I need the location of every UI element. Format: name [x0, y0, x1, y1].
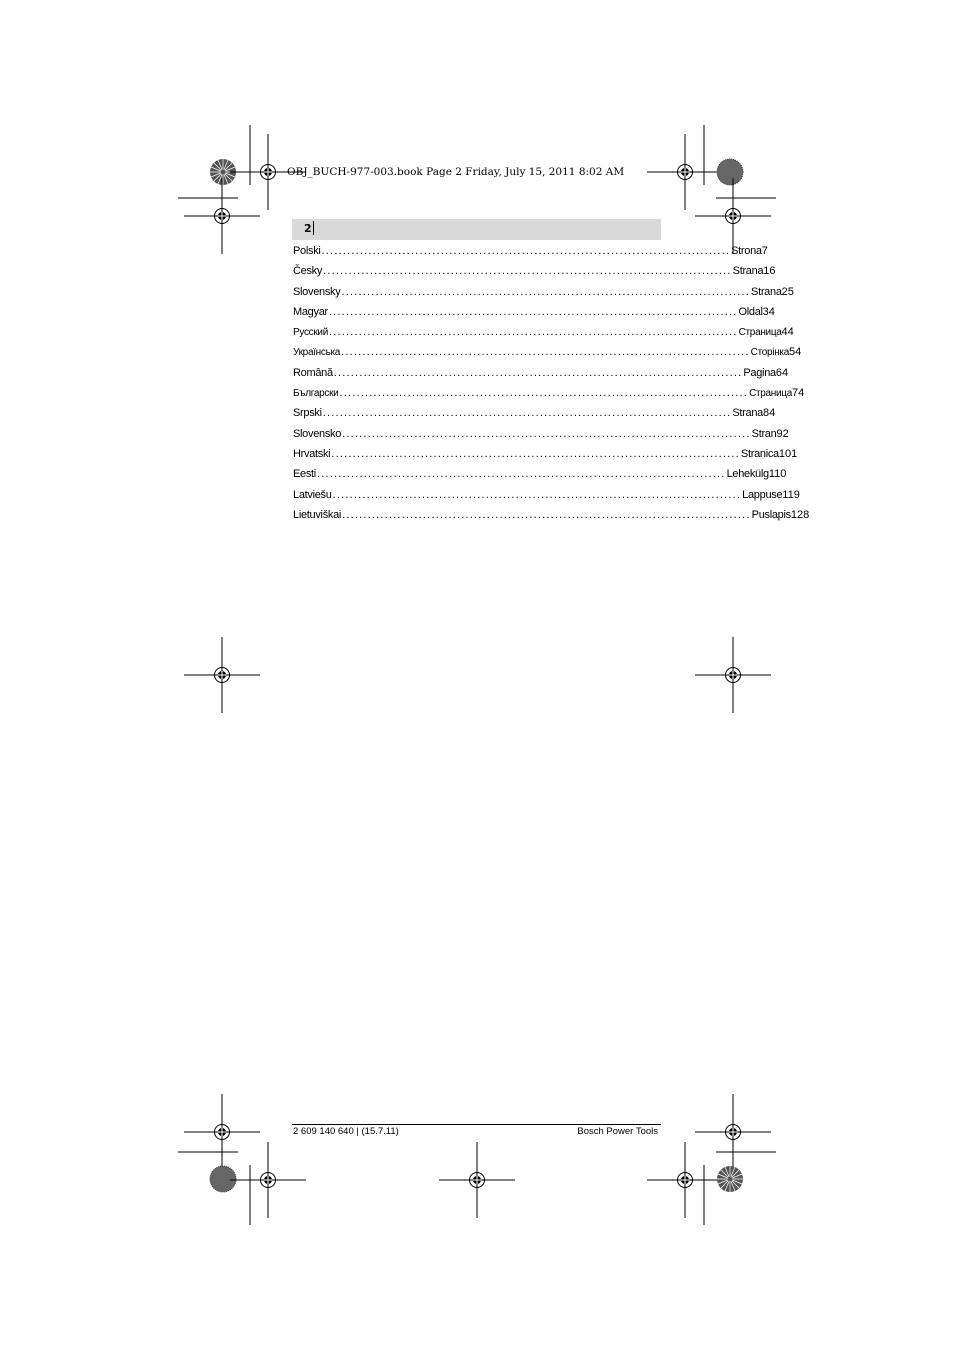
- toc-entry[interactable]: [293, 387, 805, 407]
- footer-brand: Bosch Power Tools: [577, 1126, 658, 1137]
- dotted-disc-icon: [210, 1166, 236, 1192]
- toc-page-label: Strana: [732, 407, 763, 420]
- registration-mark-icon: [695, 178, 771, 254]
- toc-page-label: Stranica: [740, 447, 779, 460]
- dot-leader: ................................................................................................: [341, 285, 751, 298]
- dot-leader: ................................................................................................: [323, 265, 732, 278]
- toc-language: Українська: [293, 347, 341, 359]
- registration-mark-icon: [439, 1142, 515, 1218]
- toc-page-label: Strona: [731, 245, 762, 257]
- toc-entry[interactable]: [293, 346, 802, 366]
- toc-page-number: 34: [762, 305, 775, 318]
- toc-page-number: 16: [763, 265, 776, 278]
- toc-page-number: 44: [781, 326, 794, 339]
- page-number: 2: [304, 222, 312, 235]
- toc-page-label: Puslapis: [751, 508, 791, 521]
- dot-leader: ................................................................................................: [316, 468, 726, 481]
- dot-leader: ................................................................................................: [341, 346, 750, 359]
- toc-page-label: Stran: [751, 427, 777, 440]
- toc-page-number: 92: [776, 427, 789, 440]
- toc-language: Română: [293, 366, 333, 379]
- toc-page-number: 128: [790, 508, 810, 521]
- dot-leader: ................................................................................................: [342, 508, 751, 521]
- toc-entry[interactable]: [293, 366, 789, 387]
- registration-mark-icon: [695, 637, 771, 713]
- toc-page-number: 119: [782, 488, 800, 501]
- toc-entry[interactable]: [293, 508, 810, 529]
- dot-leader: ................................................................................................: [331, 447, 740, 460]
- toc-language: Български: [293, 388, 339, 400]
- toc-language: Eesti: [293, 468, 316, 481]
- toc-entry[interactable]: [293, 265, 776, 285]
- toc-language: Polski: [293, 245, 321, 257]
- dot-leader: ................................................................................................: [339, 387, 749, 400]
- dot-leader: ................................................................................................: [333, 366, 743, 379]
- toc-entry[interactable]: [293, 427, 789, 448]
- toc-entry[interactable]: [293, 285, 794, 306]
- toc-entry[interactable]: [293, 326, 794, 346]
- toc-language: Srpski: [293, 407, 322, 420]
- toc-page-label: Страница: [749, 388, 792, 400]
- toc-page-label: Strana: [732, 265, 764, 278]
- toc-entry[interactable]: [293, 305, 775, 326]
- print-slug: OBJ_BUCH-977-003.book Page 2 Friday, July 15, 2011 8:02 AM: [287, 166, 625, 178]
- footer-document-number: 2 609 140 640 | (15.7.11): [293, 1126, 399, 1137]
- dot-leader: ................................................................................................: [322, 407, 732, 420]
- toc-language: Latviešu: [293, 488, 332, 501]
- toc-entry[interactable]: [293, 447, 798, 468]
- footer-rule: [292, 1124, 661, 1125]
- toc-page-number: 64: [775, 366, 789, 379]
- toc-page-label: Страница: [738, 327, 782, 339]
- toc-language: Lietuviškai: [293, 508, 342, 521]
- toc-entry[interactable]: [293, 245, 768, 265]
- dot-leader: ................................................................................................: [328, 305, 738, 318]
- toc-language: Русский: [293, 327, 329, 339]
- registration-mark-icon: [184, 178, 260, 254]
- dot-leader: ................................................................................................: [332, 488, 742, 501]
- toc-page-label: Oldal: [738, 305, 763, 318]
- toc-language: Slovensko: [293, 427, 342, 440]
- toc-page-label: Lehekülg: [726, 468, 769, 481]
- toc-language: Česky: [293, 265, 323, 278]
- registration-mark-icon: [184, 1094, 260, 1170]
- starburst-icon: [717, 1166, 743, 1192]
- registration-mark-icon: [695, 1094, 771, 1170]
- toc-page-number: 101: [778, 447, 798, 460]
- toc-page-number: 110: [768, 468, 787, 481]
- toc-language: Magyar: [293, 305, 328, 318]
- page-header: [292, 219, 661, 240]
- toc-entry[interactable]: [293, 488, 800, 509]
- toc-page-number: 84: [762, 407, 776, 420]
- toc-page-number: 74: [792, 387, 805, 400]
- registration-mark-icon: [647, 1142, 723, 1218]
- dot-leader: ................................................................................................: [342, 427, 751, 440]
- toc-entry[interactable]: [293, 468, 787, 488]
- dot-leader: ................................................................................................: [329, 326, 738, 339]
- toc-page-number: 7: [761, 245, 768, 257]
- toc-entry[interactable]: [293, 407, 776, 427]
- toc-language: Slovensky: [293, 285, 341, 298]
- toc-language: Hrvatski: [293, 447, 331, 460]
- toc-page-label: Сторінка: [750, 347, 789, 359]
- registration-mark-icon: [230, 1142, 306, 1218]
- table-of-contents: [293, 245, 810, 529]
- toc-page-label: Pagina: [743, 366, 776, 379]
- dotted-disc-icon: [717, 159, 743, 185]
- registration-mark-icon: [184, 637, 260, 713]
- registration-mark-icon: [647, 134, 723, 210]
- toc-page-label: Strana: [751, 285, 782, 298]
- header-divider: [313, 221, 314, 235]
- toc-page-number: 25: [781, 285, 794, 298]
- toc-page-number: 54: [789, 346, 802, 359]
- dot-leader: ................................................................................................: [321, 245, 731, 257]
- toc-page-label: Lappuse: [742, 488, 783, 501]
